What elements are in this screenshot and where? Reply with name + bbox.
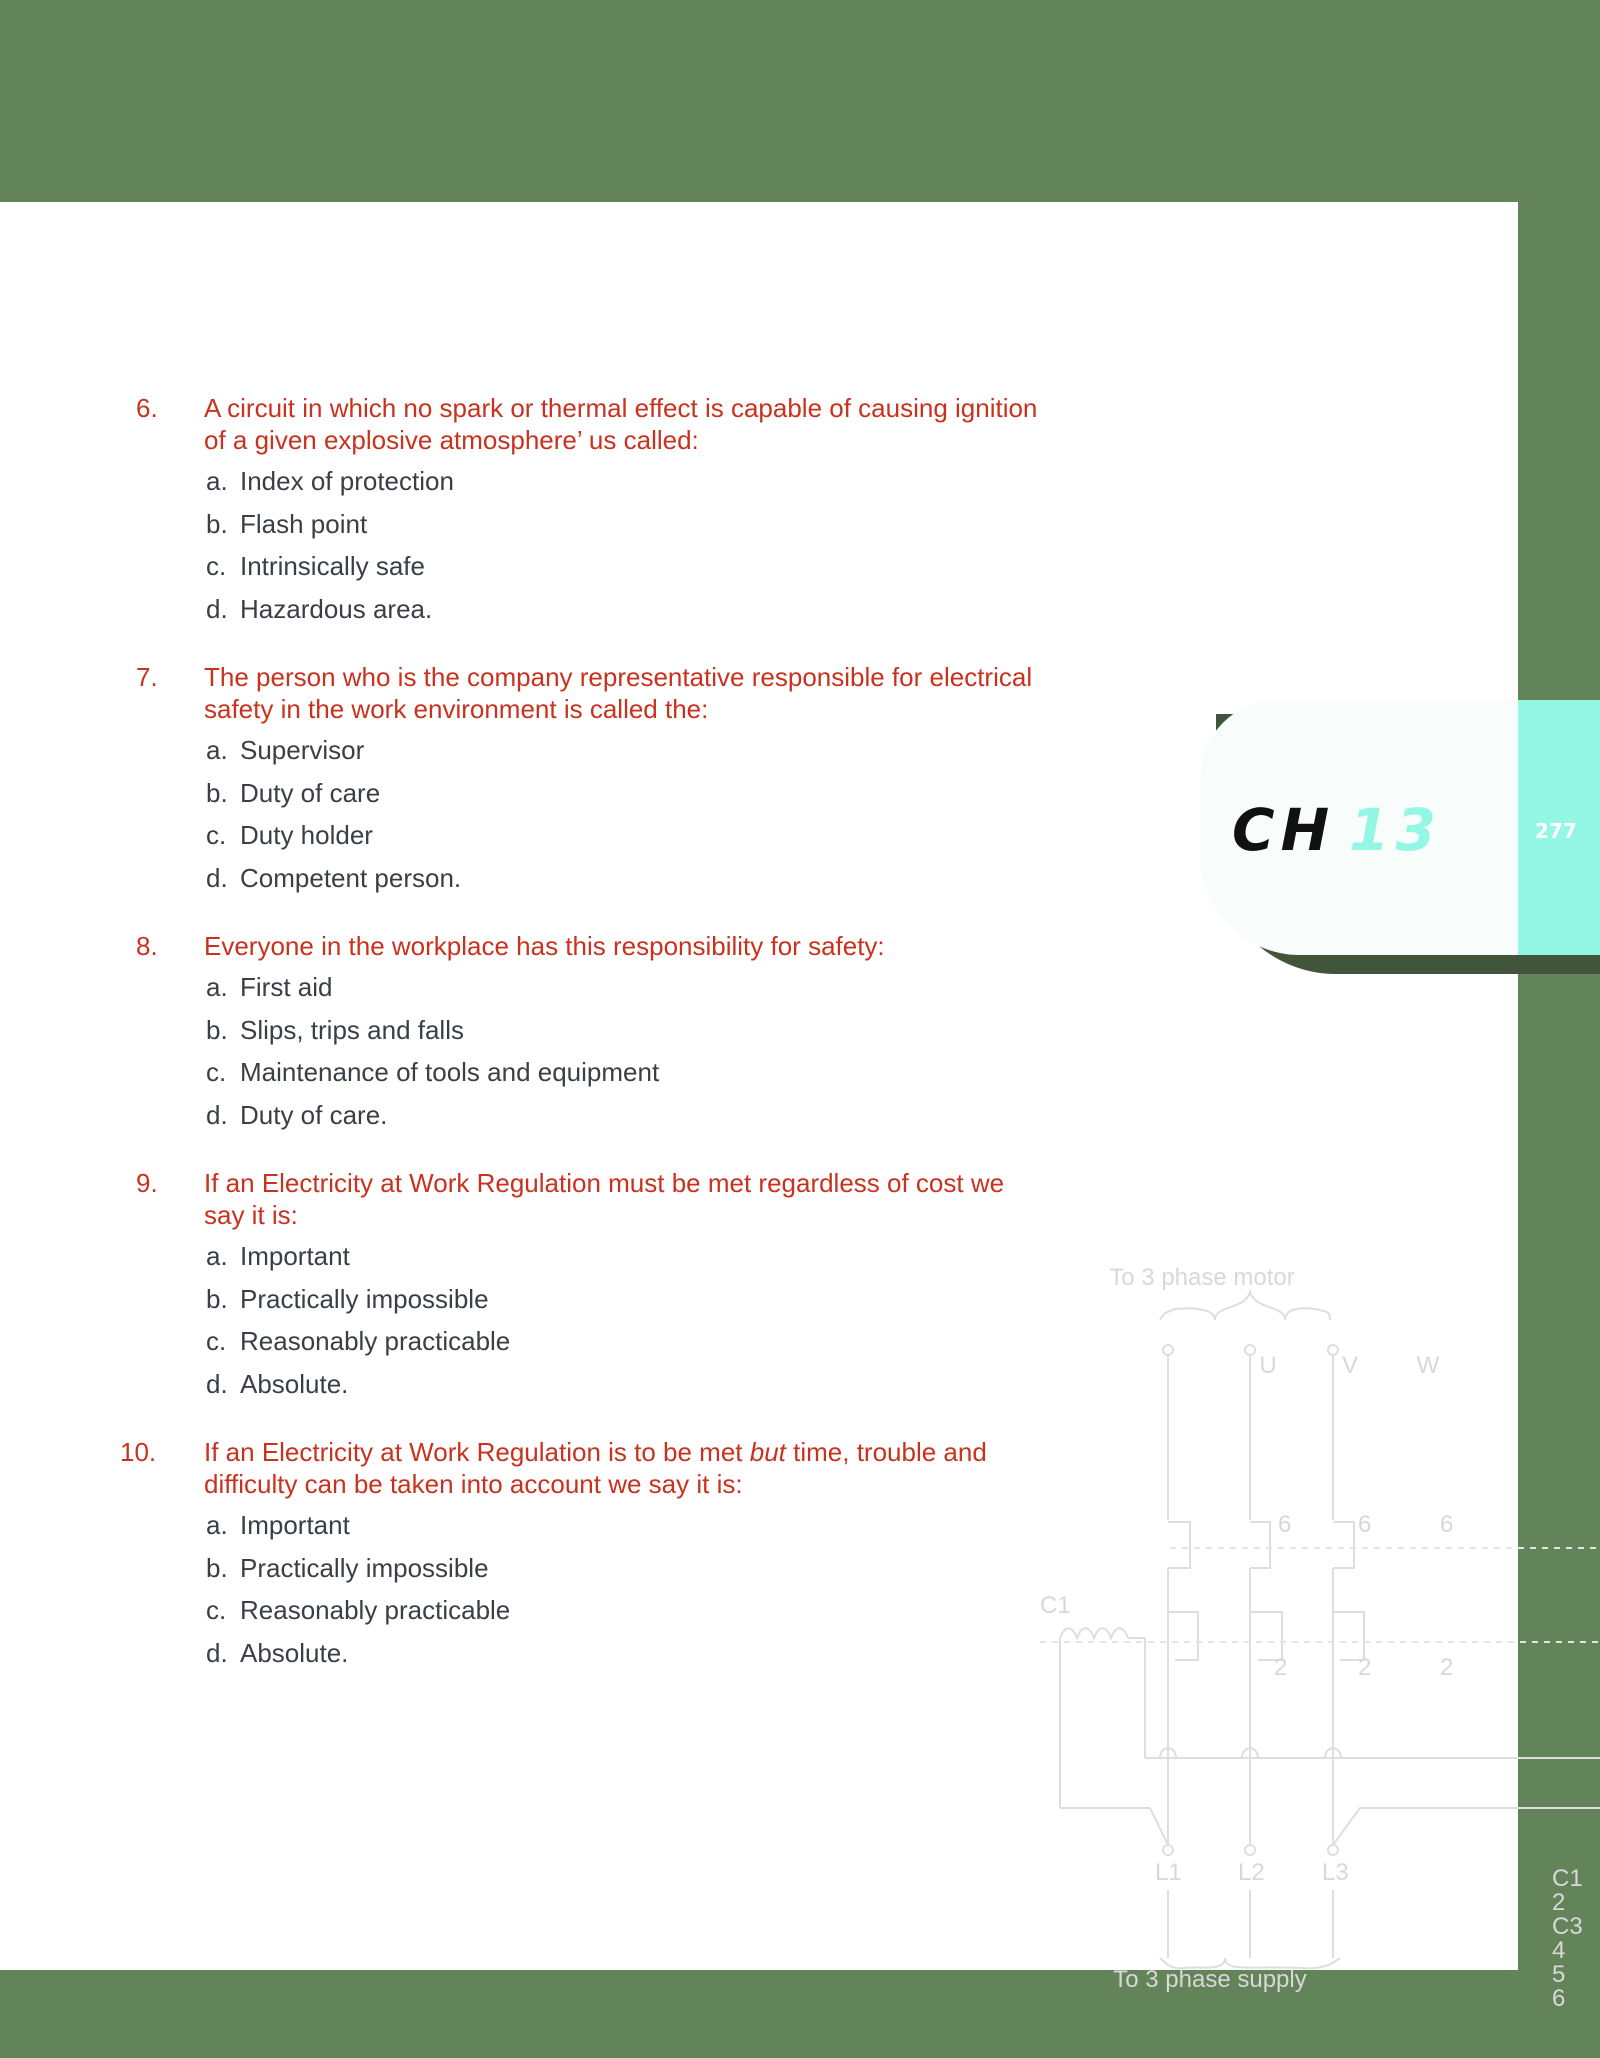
answer-option (0, 817, 1040, 860)
contact-label-3: 2 (1440, 1654, 1454, 1681)
option-text: Important (240, 1241, 350, 1271)
answer-option (0, 1635, 1040, 1678)
option-text: Absolute. (240, 1637, 349, 1668)
side-list-5: 5 (1552, 1961, 1566, 1988)
diagram-top-label: To 3 phase motor (1109, 1264, 1295, 1291)
answer-option (0, 1592, 1040, 1635)
option-letter: d. (206, 593, 228, 624)
question-body: If an Electricity at Work Regulation must be met regardless of cost we say it is: (204, 1168, 1005, 1230)
overload-label-1: 6 (1278, 1511, 1292, 1538)
option-letter: b. (206, 1283, 228, 1314)
option-text: Duty of care (240, 777, 381, 808)
option-letter: c. (206, 551, 227, 581)
answer-option (0, 591, 1040, 634)
contact-label-1: 2 (1274, 1654, 1288, 1681)
side-list-6: 6 (1552, 1985, 1566, 2012)
contact-label-2: 2 (1358, 1654, 1372, 1681)
side-list-4: 4 (1552, 1937, 1566, 1964)
answer-option (0, 969, 1040, 1012)
option-text: Intrinsically safe (240, 551, 425, 581)
supply-l3: L3 (1322, 1859, 1349, 1886)
option-text: Supervisor (240, 735, 365, 765)
motor-starter-diagram (1020, 1250, 1600, 2058)
coil-label: C1 (1040, 1592, 1071, 1619)
answer-options (0, 1507, 1040, 1677)
supply-l1: L1 (1155, 1859, 1182, 1886)
option-letter: b. (206, 1552, 228, 1583)
question-body-emphasis: but (749, 1437, 786, 1467)
answer-option (0, 860, 1040, 903)
overload-label-2: 6 (1358, 1511, 1372, 1538)
option-letter: b. (206, 508, 228, 539)
supply-l2: L2 (1238, 1859, 1265, 1886)
answer-option (0, 1281, 1040, 1324)
option-letter: c. (206, 820, 227, 850)
answer-option (0, 463, 1040, 506)
option-text: Absolute. (240, 1368, 349, 1399)
answer-option (0, 548, 1040, 591)
question-text (0, 930, 1040, 962)
question-body-end: time, trouble and difficulty can be taken into account we say it is: (204, 1437, 987, 1499)
option-letter: a. (206, 1241, 228, 1271)
option-letter: a. (206, 735, 228, 765)
question-list (0, 392, 1040, 1705)
option-text: Hazardous area. (240, 593, 433, 624)
answer-option (0, 1238, 1040, 1281)
option-letter: b. (206, 777, 228, 808)
question-text (0, 392, 1040, 456)
option-letter: c. (206, 1057, 227, 1087)
option-text: Flash point (240, 508, 368, 539)
option-text: Important (240, 1510, 350, 1540)
answer-option (0, 732, 1040, 775)
answer-option (0, 1507, 1040, 1550)
question-7 (0, 661, 1040, 902)
answer-option (0, 775, 1040, 818)
option-letter: b. (206, 1014, 228, 1045)
option-text: Practically impossible (240, 1552, 489, 1583)
question-body: Everyone in the workplace has this responsibility for safety: (204, 931, 885, 961)
option-text: Reasonably practicable (240, 1326, 511, 1356)
answer-option (0, 1366, 1040, 1409)
terminal-u: U (1259, 1352, 1277, 1379)
chapter-number: 13 (1349, 796, 1442, 864)
option-text: First aid (240, 972, 333, 1002)
page-number: 277 (1535, 819, 1577, 843)
answer-option (0, 1550, 1040, 1593)
side-list-3: C3 (1552, 1913, 1583, 1940)
question-body: The person who is the company representative responsible for electrical safety in the work environment is called the: (204, 662, 1033, 724)
diagram-bottom-label: To 3 phase supply (1113, 1966, 1307, 1993)
question-text (0, 1167, 1040, 1231)
option-letter: a. (206, 466, 228, 496)
answer-options (0, 732, 1040, 902)
option-text: Maintenance of tools and equipment (240, 1057, 660, 1087)
side-list-1: C1 (1552, 1865, 1583, 1892)
overload-label-3: 6 (1440, 1511, 1454, 1538)
option-text: Reasonably practicable (240, 1595, 511, 1625)
option-text: Slips, trips and falls (240, 1014, 464, 1045)
question-10 (0, 1436, 1040, 1677)
option-letter: c. (206, 1326, 227, 1356)
option-letter: d. (206, 1099, 228, 1130)
question-6 (0, 392, 1040, 633)
question-number: 10. (120, 1437, 157, 1467)
option-text: Practically impossible (240, 1283, 489, 1314)
option-letter: a. (206, 972, 228, 1002)
question-text (0, 661, 1040, 725)
answer-option (0, 1012, 1040, 1055)
answer-options (0, 1238, 1040, 1408)
side-list-2: 2 (1552, 1889, 1566, 1916)
option-letter: d. (206, 1637, 228, 1668)
option-text: Index of protection (240, 466, 454, 496)
answer-option (0, 1054, 1040, 1097)
chapter-label (1232, 795, 1442, 865)
option-text: Competent person. (240, 862, 462, 893)
option-text: Duty holder (240, 820, 373, 850)
question-number: 9. (136, 1168, 158, 1198)
answer-options (0, 969, 1040, 1139)
answer-option (0, 506, 1040, 549)
question-body: A circuit in which no spark or thermal effect is capable of causing ignition of a given explosive atmosphere’ us called: (204, 393, 1038, 455)
question-number: 8. (136, 931, 158, 961)
question-number: 7. (136, 662, 158, 692)
option-letter: d. (206, 1368, 228, 1399)
option-letter: a. (206, 1510, 228, 1540)
answer-options (0, 463, 1040, 633)
option-letter: d. (206, 862, 228, 893)
terminal-v: V (1341, 1352, 1359, 1379)
answer-option (0, 1323, 1040, 1366)
question-9 (0, 1167, 1040, 1408)
chapter-prefix: CH (1232, 796, 1336, 864)
answer-option (0, 1097, 1040, 1140)
option-text: Duty of care. (240, 1099, 388, 1130)
question-text (0, 1436, 1040, 1500)
question-body-start: If an Electricity at Work Regulation is to be met (204, 1437, 750, 1467)
question-number: 6. (136, 393, 158, 423)
option-letter: c. (206, 1595, 227, 1625)
question-8 (0, 930, 1040, 1139)
terminal-w: W (1416, 1352, 1440, 1379)
